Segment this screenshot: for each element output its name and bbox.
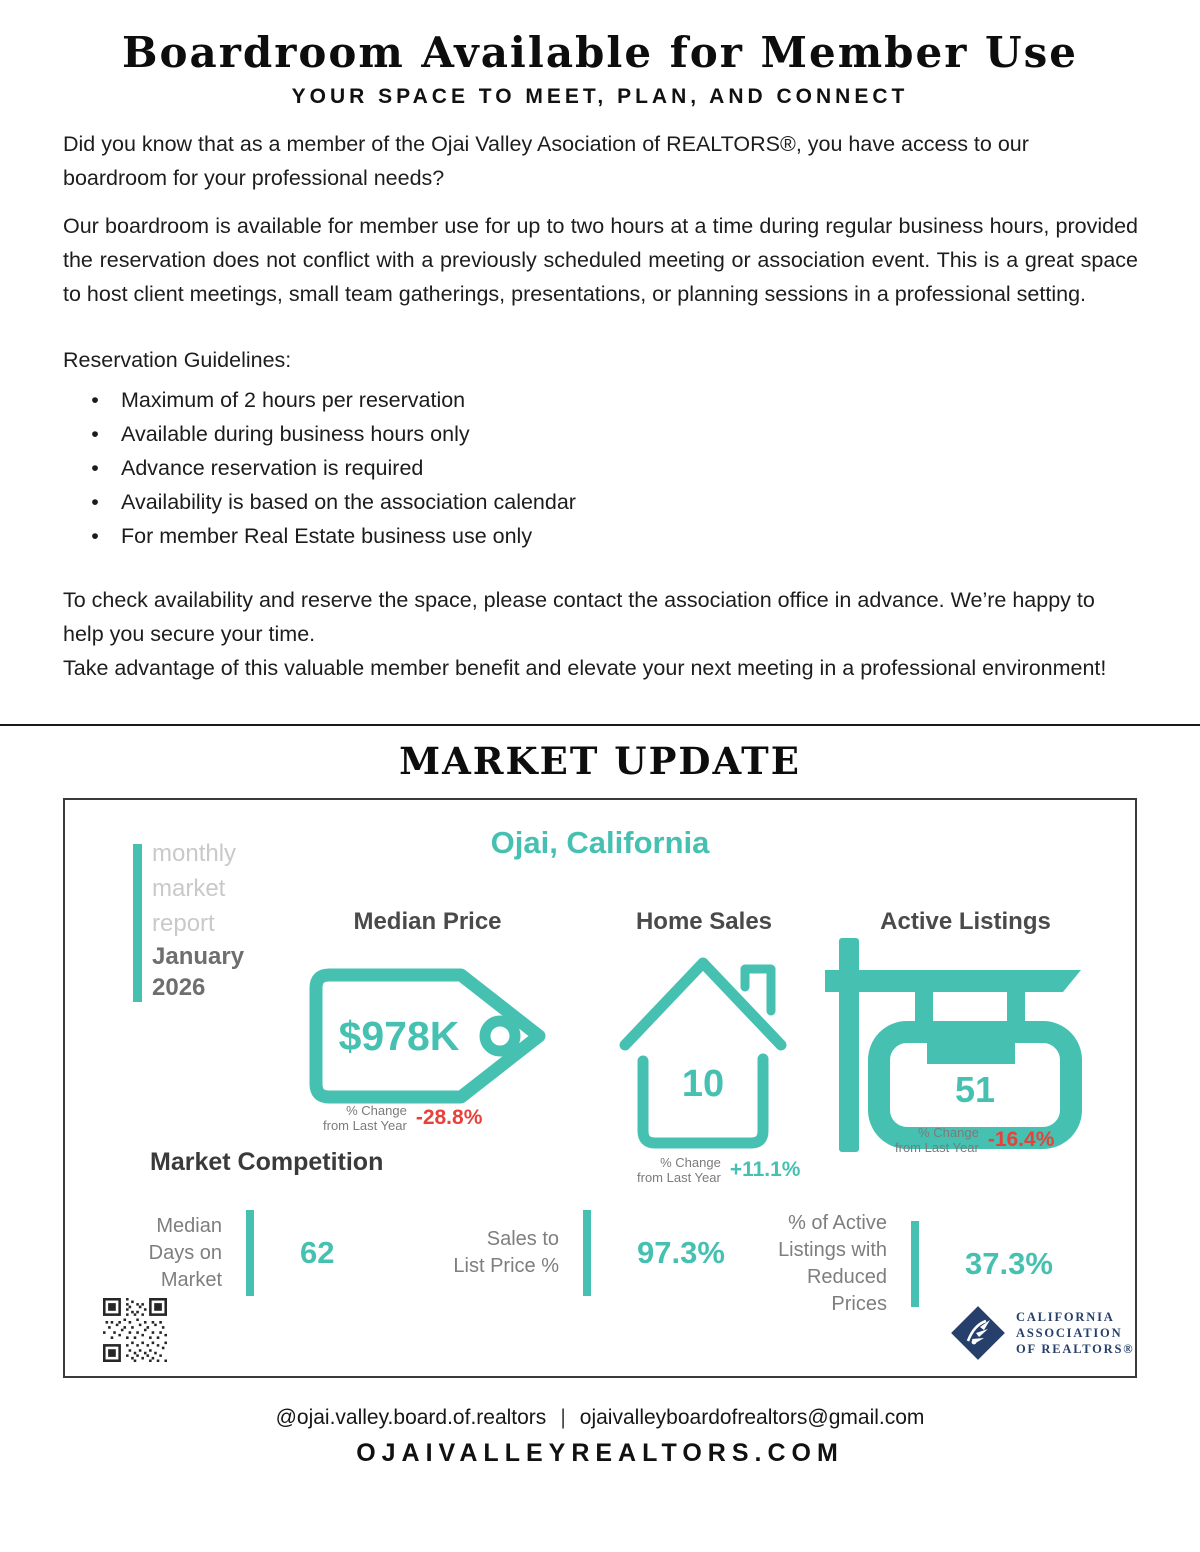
footer-contacts xyxy=(0,1406,1200,1430)
metric-value: 97.3% xyxy=(637,1235,725,1270)
market-report-card xyxy=(63,798,1137,1378)
median-price-change xyxy=(323,1103,482,1133)
qr-code xyxy=(103,1298,167,1362)
report-date xyxy=(152,941,244,1003)
report-location: Ojai, California xyxy=(490,825,710,860)
list-item-text: Available during business hours only xyxy=(121,422,470,446)
metric-label: Median Days on Market xyxy=(148,1214,222,1291)
stat-label-home-sales: Home Sales xyxy=(635,908,773,935)
active-listings-change xyxy=(895,1125,1054,1155)
report-month: January xyxy=(152,943,245,970)
metric-value: 37.3% xyxy=(965,1246,1053,1281)
list-item xyxy=(63,519,1137,553)
guidelines-list xyxy=(63,383,1137,553)
bullet-icon: • xyxy=(91,524,99,548)
metric-sales-to-list-price xyxy=(451,1210,725,1296)
metric-label: Sales to List Price % xyxy=(453,1228,559,1277)
page-title: Boardroom Available for Member Use xyxy=(121,28,1079,77)
list-item xyxy=(63,451,1137,485)
accent-bar xyxy=(133,844,142,1002)
list-item xyxy=(63,485,1137,519)
body-paragraph: Our boardroom is available for member use for up to two hours at a time during regular business hours, provided the reservation does not conflict with a previously scheduled meeting or association event. This is a great space to host client meetings, small team gatherings, presentations, or planning sessions in a professional setting. xyxy=(63,214,1138,306)
change-value: -16.4% xyxy=(987,1128,1055,1151)
list-item xyxy=(63,417,1137,451)
list-item-text: Maximum of 2 hours per reservation xyxy=(121,388,466,412)
car-logo xyxy=(950,1305,1134,1361)
report-label-line: monthly xyxy=(152,840,237,867)
report-label-line: market xyxy=(152,875,226,902)
change-value: +11.1% xyxy=(729,1158,801,1181)
report-year: 2026 xyxy=(152,974,206,1001)
bullet-icon: • xyxy=(91,490,99,514)
website-url: OJAIVALLEYREALTORS.COM xyxy=(356,1439,844,1467)
guidelines-title: Reservation Guidelines: xyxy=(63,348,292,372)
change-label: % Change from Last Year xyxy=(895,1125,979,1155)
market-competition-title: Market Competition xyxy=(150,1148,384,1176)
market-update-heading: MARKET UPDATE xyxy=(399,739,801,783)
footer-separator: | xyxy=(560,1406,566,1429)
closing-paragraph-1: To check availability and reserve the space, please contact the association office in advance. We’re happy to help you secure your time. xyxy=(63,588,1095,646)
section-divider xyxy=(0,724,1200,726)
page-subtitle: YOUR SPACE TO MEET, PLAN, AND CONNECT xyxy=(291,85,909,108)
report-label-line: report xyxy=(152,910,215,937)
change-label: % Change from Last Year xyxy=(323,1103,407,1133)
metric-value: 62 xyxy=(300,1235,335,1270)
active-listings-value: 51 xyxy=(954,1069,996,1110)
bullet-icon: • xyxy=(91,388,99,412)
list-item-text: For member Real Estate business use only xyxy=(121,524,533,548)
home-sales-change xyxy=(637,1155,800,1185)
closing-paragraph-2: Take advantage of this valuable member benefit and elevate your next meeting in a professional environment! xyxy=(63,656,1107,680)
list-item-text: Advance reservation is required xyxy=(121,456,424,480)
stat-label-active-listings: Active Listings xyxy=(880,908,1051,935)
price-tag-icon xyxy=(303,962,551,1110)
social-handle: @ojai.valley.board.of.realtors xyxy=(275,1406,547,1429)
metric-divider-bar xyxy=(246,1210,254,1296)
change-value: -28.8% xyxy=(415,1106,483,1129)
metric-label: % of Active Listings with Reduced Prices xyxy=(778,1212,887,1315)
list-item-text: Availability is based on the association calendar xyxy=(121,490,576,514)
stat-label-median-price: Median Price xyxy=(353,908,502,935)
car-bear-diamond-icon xyxy=(950,1305,1006,1361)
list-item xyxy=(63,383,1137,417)
change-label: % Change from Last Year xyxy=(637,1155,721,1185)
metric-divider-bar xyxy=(583,1210,591,1296)
intro-paragraph: Did you know that as a member of the Ojai Valley Asociation of REALTORS®, you have access to our boardroom for your professional needs? xyxy=(63,132,1029,190)
metric-divider-bar xyxy=(911,1221,919,1307)
median-price-value: $978K xyxy=(338,1013,460,1059)
car-logo-text: CALIFORNIA ASSOCIATION OF REALTORS® xyxy=(1016,1310,1135,1356)
metric-median-days-on-market xyxy=(122,1210,334,1296)
bullet-icon: • xyxy=(91,422,99,446)
house-icon xyxy=(613,941,793,1159)
metric-reduced-price-listings xyxy=(758,1210,1053,1318)
email-address: ojaivalleyboardofrealtors@gmail.com xyxy=(579,1406,925,1429)
bullet-icon: • xyxy=(91,456,99,480)
home-sales-value: 10 xyxy=(681,1063,725,1105)
